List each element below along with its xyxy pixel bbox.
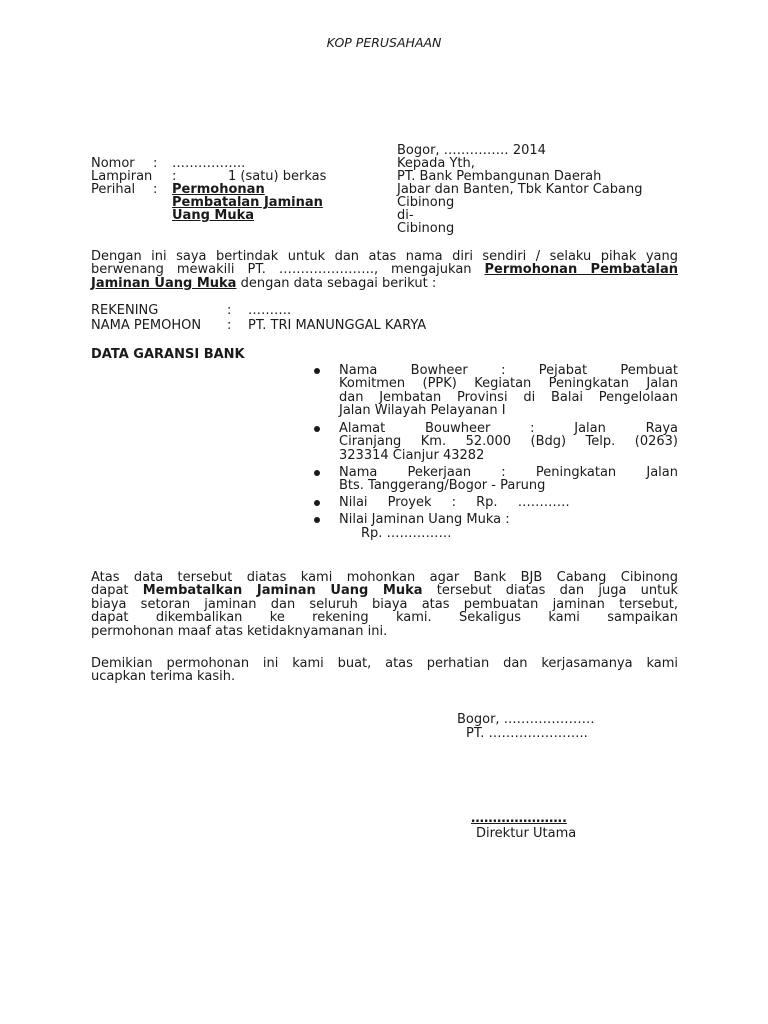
rekening-separator: :: [227, 303, 232, 318]
garansi-item-line: Nama Bowheer : Pejabat Pembuat: [339, 363, 678, 378]
body-line: [91, 584, 678, 597]
subject-bold-text: Permohonan Pembatalan: [484, 262, 678, 278]
subject-bold-text: Jaminan Uang Muka: [91, 275, 237, 291]
signature-place: Bogor, …………………: [457, 712, 595, 727]
garansi-item-nilai-proyek: [339, 496, 678, 509]
intro-line: [91, 263, 678, 276]
body-text: dapat: [91, 583, 129, 599]
garansi-item-nilai-jaminan: [339, 513, 678, 526]
body-line: Demikian permohonan ini kami buat, atas perhatian dan kerjasamanya kami: [91, 656, 678, 671]
lampiran-label: Lampiran: [91, 169, 153, 184]
garansi-item-alamat: [339, 422, 678, 462]
bullet-icon: [314, 426, 320, 432]
bullet-icon: [314, 517, 320, 523]
intro-line: [91, 277, 678, 290]
signature-name: ………………….: [471, 811, 567, 826]
garansi-item-bowheer: [339, 364, 678, 418]
garansi-item-line: Bts. Tanggerang/Bogor - Parung: [339, 478, 546, 494]
body-line: dapat dikembalikan ke rekening kami. Sekaligus kami sampaikan: [91, 610, 678, 626]
nomor-label: Nomor: [91, 156, 135, 171]
recipient-line: di-: [397, 208, 414, 223]
jaminan-value: Rp. ……………: [361, 526, 452, 541]
pemohon-label: NAMA PEMOHON: [91, 318, 202, 333]
bullet-icon: [314, 470, 320, 476]
rekening-value: ……….: [248, 303, 292, 318]
perihal-separator: :: [153, 182, 158, 197]
letterhead-placeholder: KOP PERUSAHAAN: [326, 35, 442, 50]
garansi-heading: DATA GARANSI BANK: [91, 347, 245, 362]
lampiran-separator: :: [172, 169, 177, 184]
body-line: biaya setoran jaminan dan seluruh biaya atas pembuatan jaminan tersebut,: [91, 596, 678, 612]
body-text: tersebut diatas dan juga untuk: [436, 583, 678, 599]
body-line: Atas data tersebut diatas kami mohonkan agar Bank BJB Cabang Cibinong: [91, 570, 678, 585]
nomor-separator: :: [153, 156, 158, 171]
intro-text: dengan data sebagai berikut :: [240, 275, 437, 291]
garansi-item-line: dan Jembatan Provinsi di Balai Pengelolaan: [339, 389, 678, 405]
perihal-value-line: Uang Muka: [172, 208, 255, 223]
lampiran-value: 1 (satu) berkas: [228, 169, 327, 184]
body-line: ucapkan terima kasih.: [91, 669, 236, 685]
bold-phrase: Membatalkan Jaminan Uang Muka: [142, 583, 423, 599]
garansi-item-line: Jalan Wilayah Pelayanan I: [339, 403, 506, 419]
pemohon-value: PT. TRI MANUNGGAL KARYA: [248, 318, 427, 333]
signature-title: Direktur Utama: [476, 826, 577, 841]
recipient-salutation: Kepada Yth,: [397, 156, 475, 171]
recipient-line: PT. Bank Pembangunan Daerah: [397, 169, 602, 184]
recipient-line: Cibinong: [397, 221, 455, 236]
garansi-item-line: Nilai Proyek : Rp. …………: [339, 495, 570, 510]
perihal-value-line: Permohonan: [172, 182, 265, 197]
rekening-label: REKENING: [91, 303, 159, 318]
intro-line: Dengan ini saya bertindak untuk dan atas nama diri sendiri / selaku pihak yang: [91, 249, 678, 264]
intro-paragraph: [91, 250, 678, 290]
letter-date: Bogor, …………… 2014: [397, 143, 546, 158]
bullet-icon: [314, 500, 320, 506]
intro-text: berwenang mewakili PT. …………………., mengajukan: [91, 262, 472, 278]
garansi-item-line: Alamat Bouwheer : Jalan Raya: [339, 421, 678, 436]
closing-paragraph: [91, 657, 678, 684]
nomor-value: ……………..: [172, 156, 246, 171]
recipient-line: Cibinong: [397, 195, 455, 210]
garansi-item-line: Komitmen (PPK) Kegiatan Peningkatan Jalan: [339, 376, 678, 392]
body-line: permohonan maaf atas ketidaknyamanan ini.: [91, 623, 388, 639]
garansi-item-line: Nilai Jaminan Uang Muka :: [339, 512, 510, 527]
garansi-item-line: Ciranjang Km. 52.000 (Bdg) Telp. (0263): [339, 434, 678, 450]
perihal-value-line: Pembatalan Jaminan: [172, 195, 323, 210]
garansi-item-line: Nama Pekerjaan : Peningkatan Jalan: [339, 465, 678, 480]
perihal-label: Perihal: [91, 182, 136, 197]
recipient-line: Jabar dan Banten, Tbk Kantor Cabang: [397, 182, 643, 197]
body-paragraph: [91, 571, 678, 638]
bullet-icon: [314, 368, 320, 374]
garansi-item-pekerjaan: [339, 466, 678, 493]
pemohon-separator: :: [227, 318, 232, 333]
garansi-item-line: 323314 Cianjur 43282: [339, 447, 485, 463]
signature-company: PT. …………………..: [466, 726, 588, 741]
